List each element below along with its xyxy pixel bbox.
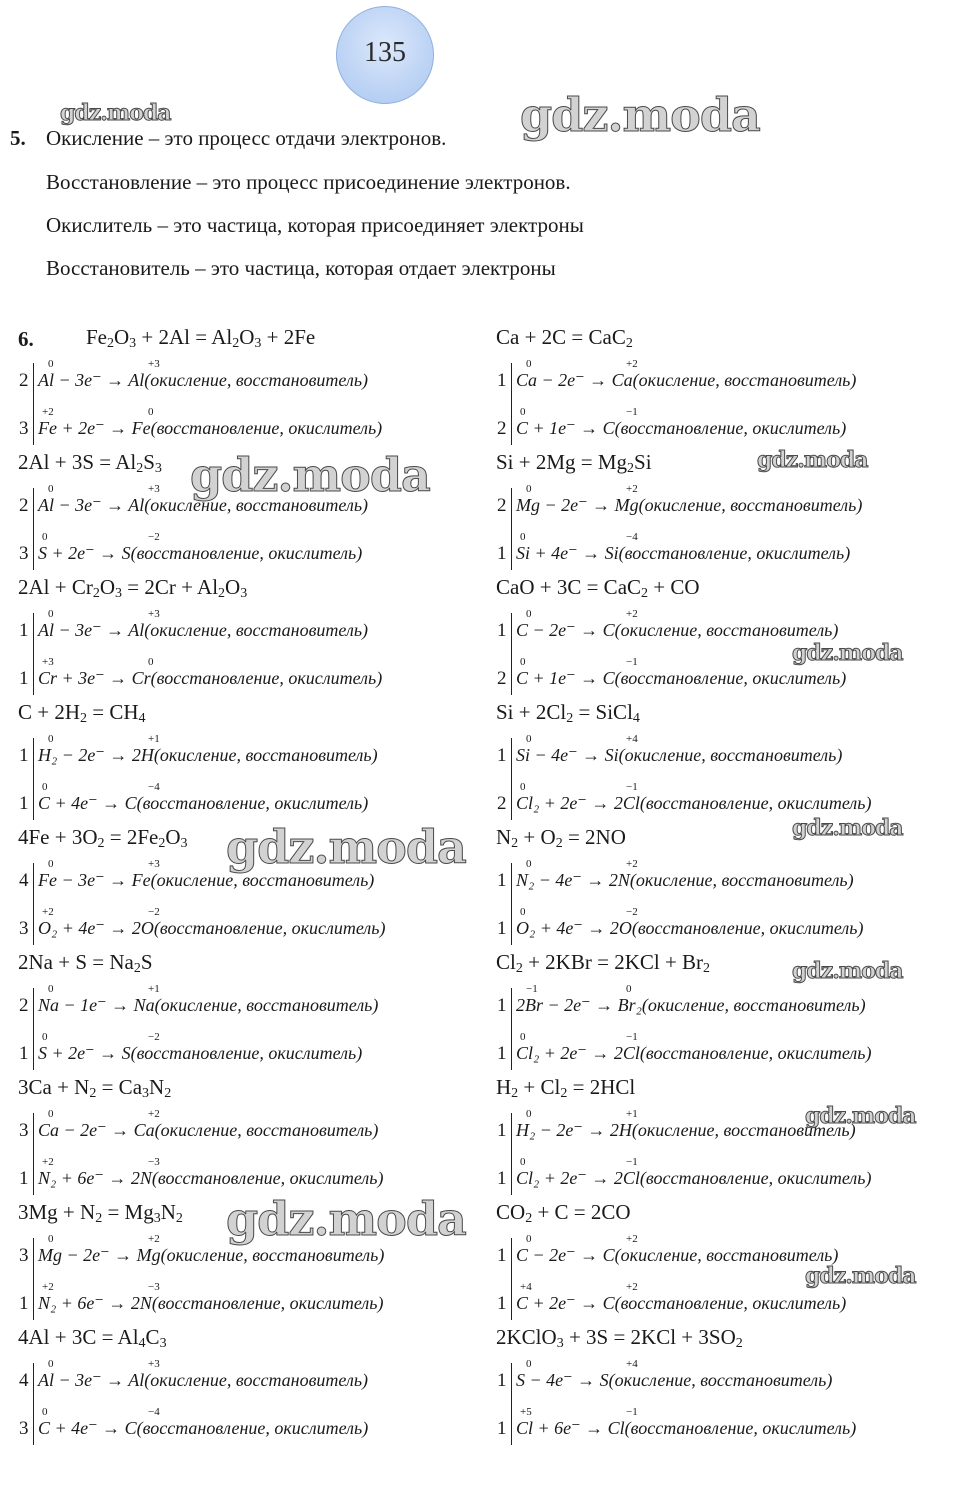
oxidation-state: 0 [48, 1358, 54, 1370]
balance-bracket [511, 988, 512, 1070]
balance-bracket [33, 488, 34, 570]
oxidation-half-reaction: Al − 3e⁻ → Al(окисление, восстановитель) [38, 620, 369, 640]
oxidation-half-reaction: Ca − 2e⁻ → Ca(окисление, восстановитель) [516, 370, 857, 390]
oxidation-state: 0 [526, 858, 532, 870]
oxidation-state: 0 [526, 608, 532, 620]
oxidation-half-reaction: Al − 3e⁻ → Al(окисление, восстановитель) [38, 495, 369, 515]
oxidation-state: 0 [42, 1406, 48, 1418]
oxidation-state: 0 [520, 656, 526, 668]
watermark: gdz.moda [805, 1263, 916, 1289]
balance-bracket [511, 863, 512, 945]
electron-coefficient: 3 [19, 1120, 29, 1141]
electron-coefficient: 1 [19, 1043, 29, 1064]
definition-line: Окислитель – это частица, которая присоединяет электроны [46, 213, 584, 237]
oxidation-state: +3 [42, 656, 54, 668]
reduction-half-reaction: Si + 4e⁻ → Si(восстановление, окислитель) [516, 543, 851, 563]
oxidation-state: +2 [626, 358, 638, 370]
electron-coefficient: 2 [497, 495, 507, 516]
oxidation-state: 0 [48, 358, 54, 370]
electron-coefficient: 2 [19, 370, 29, 391]
reaction-equation: $C + 2H_2 = CH_4$ [18, 700, 146, 726]
watermark: gdz.moda [792, 640, 903, 666]
oxidation-state: 0 [526, 1108, 532, 1120]
reaction-equation: $Fe_2O_3 + 2Al = Al_2O_3 + 2Fe$ [86, 325, 316, 351]
oxidation-state: −3 [148, 1281, 160, 1293]
reaction-block [18, 325, 488, 450]
reduction-half-reaction: C + 4e⁻ → C(восстановление, окислитель) [38, 1418, 369, 1438]
oxidation-half-reaction: N₂ − 4e⁻ → 2N(окисление, восстановитель) [516, 870, 854, 890]
reaction-equation: $Cl_2 + 2KBr = 2KCl + Br_2$ [496, 950, 711, 976]
reaction-equation: $2Al + Cr_2O_3 = 2Cr + Al_2O_3$ [18, 575, 248, 601]
watermark: gdz.moda [226, 1192, 466, 1246]
electron-coefficient: 1 [19, 620, 29, 641]
electron-coefficient: 2 [497, 418, 507, 439]
balance-bracket [33, 1113, 34, 1195]
reduction-half-reaction: Cl + 6e⁻ → Cl(восстановление, окислитель) [516, 1418, 857, 1438]
reduction-half-reaction: C + 4e⁻ → C(восстановление, окислитель) [38, 793, 369, 813]
reaction-block [496, 700, 960, 825]
oxidation-state: 0 [148, 656, 154, 668]
reaction-block [496, 575, 960, 700]
oxidation-state: +2 [42, 406, 54, 418]
electron-coefficient: 1 [19, 1168, 29, 1189]
oxidation-state: −1 [626, 406, 638, 418]
balance-bracket [511, 738, 512, 820]
definition-line: Восстановитель – это частица, которая отдает электроны [46, 256, 556, 280]
electron-coefficient: 2 [19, 495, 29, 516]
oxidation-half-reaction: Ca − 2e⁻ → Ca(окисление, восстановитель) [38, 1120, 379, 1140]
balance-bracket [33, 738, 34, 820]
oxidation-state: 0 [48, 483, 54, 495]
reaction-block [18, 950, 488, 1075]
oxidation-state: +2 [626, 1233, 638, 1245]
oxidation-state: +2 [626, 1281, 638, 1293]
oxidation-state: 0 [626, 983, 632, 995]
definition-line: Восстановление – это процесс присоединение электронов. [46, 170, 571, 194]
oxidation-state: +2 [42, 1281, 54, 1293]
watermark: gdz.moda [792, 815, 903, 841]
oxidation-state: 0 [48, 608, 54, 620]
watermark: gdz.moda [190, 448, 430, 502]
reduction-half-reaction: C + 1e⁻ → C(восстановление, окислитель) [516, 418, 847, 438]
watermark: gdz.moda [805, 1103, 916, 1129]
oxidation-state: +4 [626, 1358, 638, 1370]
oxidation-state: −1 [626, 1156, 638, 1168]
reduction-half-reaction: Cl₂ + 2e⁻ → 2Cl(восстановление, окислитель) [516, 1168, 872, 1188]
oxidation-state: +3 [148, 358, 160, 370]
oxidation-half-reaction: H₂ − 2e⁻ → 2H(окисление, восстановитель) [516, 1120, 856, 1140]
balance-bracket [33, 613, 34, 695]
electron-coefficient: 1 [497, 1418, 507, 1439]
reaction-block [18, 1325, 488, 1450]
balance-bracket [511, 1238, 512, 1320]
watermark: gdz.moda [520, 88, 760, 142]
oxidation-half-reaction: S − 4e⁻ → S(окисление, восстановитель) [516, 1370, 833, 1390]
oxidation-state: +3 [148, 1358, 160, 1370]
page-number-badge [336, 6, 434, 104]
balance-bracket [33, 988, 34, 1070]
reaction-block [18, 700, 488, 825]
balance-bracket [33, 863, 34, 945]
reduction-half-reaction: Cr + 3e⁻ → Cr(восстановление, окислитель) [38, 668, 383, 688]
oxidation-half-reaction: Mg − 2e⁻ → Mg(окисление, восстановитель) [38, 1245, 385, 1265]
oxidation-state: −3 [148, 1156, 160, 1168]
electron-coefficient: 1 [19, 745, 29, 766]
electron-coefficient: 1 [19, 793, 29, 814]
reaction-equation: $N_2 + O_2 = 2NO$ [496, 825, 626, 851]
oxidation-state: −4 [148, 1406, 160, 1418]
definition-line: Окисление – это процесс отдачи электронов. [46, 126, 447, 150]
electron-coefficient: 1 [19, 668, 29, 689]
oxidation-half-reaction: Fe − 3e⁻ → Fe(окисление, восстановитель) [38, 870, 375, 890]
electron-coefficient: 1 [497, 370, 507, 391]
oxidation-state: +5 [520, 1406, 532, 1418]
balance-bracket [511, 363, 512, 445]
task5-number: 5. [10, 126, 26, 150]
oxidation-state: 0 [42, 531, 48, 543]
oxidation-state: −4 [626, 531, 638, 543]
oxidation-state: +2 [148, 1108, 160, 1120]
reaction-block [496, 1325, 960, 1450]
reduction-half-reaction: O₂ + 4e⁻ → 2O(восстановление, окислитель) [516, 918, 864, 938]
oxidation-state: +2 [626, 608, 638, 620]
oxidation-half-reaction: Mg − 2e⁻ → Mg(окисление, восстановитель) [516, 495, 863, 515]
oxidation-state: 0 [526, 733, 532, 745]
oxidation-state: −2 [148, 906, 160, 918]
watermark: gdz.moda [792, 958, 903, 984]
reaction-block [496, 325, 960, 450]
balance-bracket [511, 488, 512, 570]
reduction-half-reaction: C + 1e⁻ → C(восстановление, окислитель) [516, 668, 847, 688]
oxidation-state: 0 [48, 1108, 54, 1120]
oxidation-state: +4 [626, 733, 638, 745]
reaction-block [18, 1075, 488, 1200]
reduction-half-reaction: N₂ + 6e⁻ → 2N(восстановление, окислитель) [38, 1168, 384, 1188]
balance-bracket [33, 363, 34, 445]
oxidation-state: +2 [148, 1233, 160, 1245]
electron-coefficient: 2 [497, 793, 507, 814]
reaction-equation: $H_2 + Cl_2 = 2HCl$ [496, 1075, 636, 1101]
oxidation-state: +2 [626, 858, 638, 870]
oxidation-half-reaction: Al − 3e⁻ → Al(окисление, восстановитель) [38, 1370, 369, 1390]
balance-bracket [33, 1363, 34, 1445]
page-number: 135 [364, 37, 406, 68]
reduction-half-reaction: N₂ + 6e⁻ → 2N(восстановление, окислитель) [38, 1293, 384, 1313]
electron-coefficient: 1 [497, 995, 507, 1016]
oxidation-state: 0 [520, 1156, 526, 1168]
oxidation-state: +1 [148, 733, 160, 745]
oxidation-half-reaction: Na − 1e⁻ → Na(окисление, восстановитель) [38, 995, 379, 1015]
oxidation-state: 0 [526, 358, 532, 370]
oxidation-state: 0 [148, 406, 154, 418]
reduction-half-reaction: S + 2e⁻ → S(восстановление, окислитель) [38, 543, 363, 563]
reaction-equation: $4Al + 3C = Al_4C_3$ [18, 1325, 167, 1351]
oxidation-state: −1 [526, 983, 538, 995]
electron-coefficient: 1 [497, 620, 507, 641]
electron-coefficient: 1 [19, 1293, 29, 1314]
electron-coefficient: 4 [19, 870, 29, 891]
reduction-half-reaction: C + 2e⁻ → C(восстановление, окислитель) [516, 1293, 847, 1313]
reduction-half-reaction: Cl₂ + 2e⁻ → 2Cl(восстановление, окислитель) [516, 793, 872, 813]
oxidation-state: 0 [48, 858, 54, 870]
oxidation-state: −1 [626, 1031, 638, 1043]
reaction-block [496, 450, 960, 575]
oxidation-state: 0 [42, 1031, 48, 1043]
reduction-half-reaction: S + 2e⁻ → S(восстановление, окислитель) [38, 1043, 363, 1063]
oxidation-half-reaction: Si − 4e⁻ → Si(окисление, восстановитель) [516, 745, 843, 765]
oxidation-state: 0 [520, 781, 526, 793]
electron-coefficient: 1 [497, 1043, 507, 1064]
reaction-equation: $2Na + S = Na_2S$ [18, 950, 153, 976]
task6-number: 6. [18, 327, 34, 351]
electron-coefficient: 2 [497, 668, 507, 689]
oxidation-state: −2 [626, 906, 638, 918]
oxidation-state: −1 [626, 781, 638, 793]
oxidation-state: 0 [526, 483, 532, 495]
oxidation-state: −1 [626, 656, 638, 668]
reaction-block [18, 575, 488, 700]
electron-coefficient: 3 [19, 918, 29, 939]
oxidation-state: +1 [626, 1108, 638, 1120]
reaction-equation: Ca + 2C = CaC$_2$ [496, 325, 633, 351]
electron-coefficient: 1 [497, 870, 507, 891]
oxidation-state: +3 [148, 858, 160, 870]
electron-coefficient: 3 [19, 1418, 29, 1439]
reduction-half-reaction: Fe + 2e⁻ → Fe(восстановление, окислитель) [38, 418, 383, 438]
oxidation-state: 0 [526, 1233, 532, 1245]
oxidation-state: 0 [48, 983, 54, 995]
oxidation-state: +3 [148, 608, 160, 620]
balance-bracket [511, 613, 512, 695]
balance-bracket [33, 1238, 34, 1320]
oxidation-half-reaction: Al − 3e⁻ → Al(окисление, восстановитель) [38, 370, 369, 390]
electron-coefficient: 1 [497, 1370, 507, 1391]
electron-coefficient: 1 [497, 1120, 507, 1141]
electron-coefficient: 4 [19, 1370, 29, 1391]
oxidation-half-reaction: 2Br − 2e⁻ → Br₂(окисление, восстановитель) [516, 995, 866, 1015]
oxidation-half-reaction: C − 2e⁻ → C(окисление, восстановитель) [516, 1245, 839, 1265]
oxidation-state: +2 [626, 483, 638, 495]
electron-coefficient: 1 [497, 1245, 507, 1266]
reaction-equation: $3Mg + N_2 = Mg_3N_2$ [18, 1200, 183, 1226]
reduction-half-reaction: O₂ + 4e⁻ → 2O(восстановление, окислитель) [38, 918, 386, 938]
oxidation-state: −1 [626, 1406, 638, 1418]
oxidation-half-reaction: C − 2e⁻ → C(окисление, восстановитель) [516, 620, 839, 640]
balance-bracket [511, 1113, 512, 1195]
reduction-half-reaction: Cl₂ + 2e⁻ → 2Cl(восстановление, окислитель) [516, 1043, 872, 1063]
electron-coefficient: 1 [497, 745, 507, 766]
oxidation-state: 0 [48, 733, 54, 745]
reaction-equation: $3Ca + N_2 = Ca_3N_2$ [18, 1075, 172, 1101]
watermark: gdz.moda [226, 820, 466, 874]
oxidation-state: −2 [148, 531, 160, 543]
oxidation-state: 0 [526, 1358, 532, 1370]
watermark: gdz.moda [757, 447, 868, 473]
oxidation-state: +1 [148, 983, 160, 995]
electron-coefficient: 1 [497, 543, 507, 564]
oxidation-half-reaction: H₂ − 2e⁻ → 2H(окисление, восстановитель) [38, 745, 378, 765]
reaction-equation: $4Fe + 3O_2 = 2Fe_2O_3$ [18, 825, 188, 851]
oxidation-state: 0 [520, 531, 526, 543]
reaction-equation: CaO + 3C = CaC$_2$ + CO [496, 575, 700, 601]
electron-coefficient: 1 [497, 1293, 507, 1314]
reaction-equation: $Si + 2Cl_2$ = SiCl$_4$ [496, 700, 640, 726]
reaction-equation: $2Al + 3S = Al_2S_3$ [18, 450, 162, 476]
oxidation-state: +2 [42, 1156, 54, 1168]
reaction-equation: $CO_2 + C = 2CO$ [496, 1200, 631, 1226]
electron-coefficient: 1 [497, 1168, 507, 1189]
oxidation-state: +2 [42, 906, 54, 918]
reaction-equation: 2KClO$_3$ + $3S = 2KCl + 3SO_2$ [496, 1325, 743, 1351]
reaction-equation: $Si + 2Mg = Mg_2Si$ [496, 450, 652, 476]
electron-coefficient: 3 [19, 418, 29, 439]
electron-coefficient: 1 [497, 918, 507, 939]
oxidation-state: +4 [520, 1281, 532, 1293]
reaction-block [496, 825, 960, 950]
oxidation-state: 0 [520, 406, 526, 418]
electron-coefficient: 2 [19, 995, 29, 1016]
oxidation-state: −4 [148, 781, 160, 793]
balance-bracket [511, 1363, 512, 1445]
oxidation-state: 0 [48, 1233, 54, 1245]
oxidation-state: 0 [520, 906, 526, 918]
electron-coefficient: 3 [19, 543, 29, 564]
electron-coefficient: 3 [19, 1245, 29, 1266]
oxidation-state: +3 [148, 483, 160, 495]
oxidation-state: −2 [148, 1031, 160, 1043]
watermark: gdz.moda [60, 100, 171, 126]
oxidation-state: 0 [42, 781, 48, 793]
reaction-block [496, 1075, 960, 1200]
oxidation-state: 0 [520, 1031, 526, 1043]
